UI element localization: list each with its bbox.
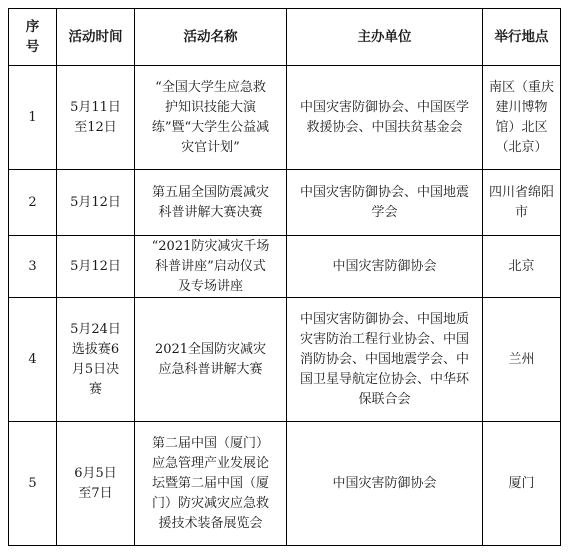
header-place: 举行地点: [483, 9, 561, 66]
row-place: 兰州: [483, 298, 561, 422]
table-row: [9, 66, 561, 170]
row-place: 厦门: [483, 422, 561, 546]
row-place: 四川省绵阳市: [483, 170, 561, 236]
header-no: 序号: [9, 9, 57, 66]
row-host: 中国灾害防御协会、中国医学救援协会、中国扶贫基金会: [287, 66, 483, 170]
row-place: 北京: [483, 236, 561, 298]
row-time: 5月24日选拔赛6月5日决赛: [57, 298, 135, 422]
row-activity-name: “2021防灾减灾千场科普讲座”启动仪式及专场讲座: [135, 236, 287, 298]
row-no: 4: [9, 298, 57, 422]
row-no: 3: [9, 236, 57, 298]
table-row: [9, 298, 561, 422]
header-row: [9, 9, 561, 66]
row-time: 5月11日至12日: [57, 66, 135, 170]
row-no: 1: [9, 66, 57, 170]
row-place: 南区（重庆建川博物馆）北区（北京）: [483, 66, 561, 170]
header-name: 活动名称: [135, 9, 287, 66]
table-row: [9, 236, 561, 298]
header-time: 活动时间: [57, 9, 135, 66]
row-time: 6月5日至7日: [57, 422, 135, 546]
row-activity-name: 2021全国防灾减灾应急科普讲解大赛: [135, 298, 287, 422]
header-host: 主办单位: [287, 9, 483, 66]
row-host: 中国灾害防御协会、中国地质灾害防治工程行业协会、中国消防协会、中国地震学会、中国卫星导航定位协会、中华环保联合会: [287, 298, 483, 422]
row-no: 5: [9, 422, 57, 546]
row-host: 中国灾害防御协会: [287, 422, 483, 546]
table-row: [9, 170, 561, 236]
row-host: 中国灾害防御协会: [287, 236, 483, 298]
activities-table: [8, 8, 561, 546]
row-no: 2: [9, 170, 57, 236]
row-time: 5月12日: [57, 236, 135, 298]
row-activity-name: “全国大学生应急救护知识技能大演练”暨“大学生公益减灾官计划”: [135, 66, 287, 170]
row-activity-name: 第二届中国（厦门）应急管理产业发展论坛暨第二届中国（厦门）防灾减灾应急救援技术装备展览会: [135, 422, 287, 546]
row-time: 5月12日: [57, 170, 135, 236]
row-host: 中国灾害防御协会、中国地震学会: [287, 170, 483, 236]
table-row: [9, 422, 561, 546]
row-activity-name: 第五届全国防震减灾科普讲解大赛决赛: [135, 170, 287, 236]
